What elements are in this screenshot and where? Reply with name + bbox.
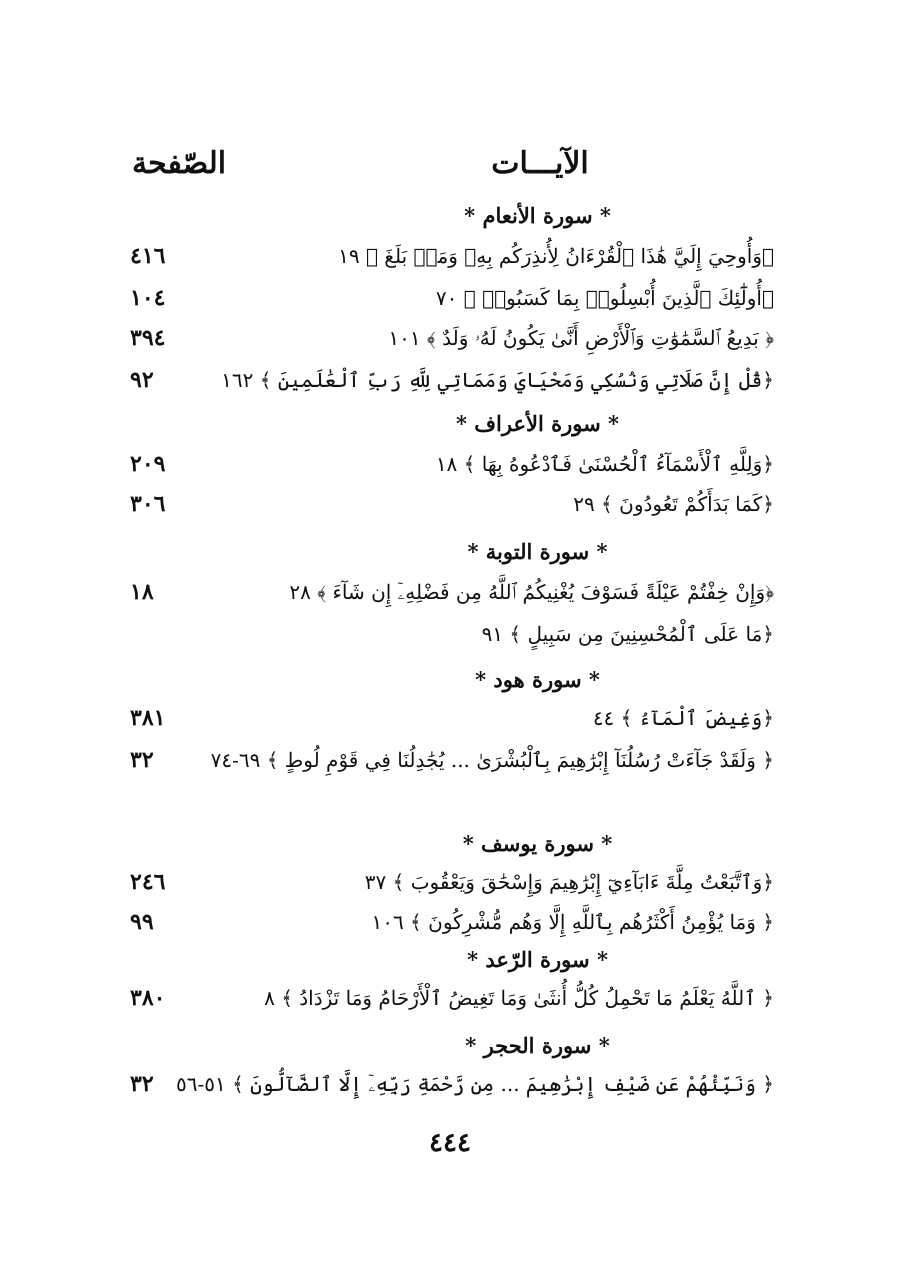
sura-title: * سورة الحجر * <box>465 1033 610 1058</box>
sura-row <box>0 824 900 864</box>
verse-text: ﴿وَلِلَّهِ ٱلْأَسْمَآءُ ٱلْحُسْنَىٰ فَٱدْعُوهُ بِهَا ﴾ ١٨ <box>435 452 774 476</box>
sura-row <box>0 1026 900 1066</box>
verse-row <box>0 572 900 612</box>
verse-text: ﴿وَغِيضَ ٱلْمَآءُ ﴾ ٤٤ <box>592 706 774 730</box>
verse-text: ﴿ وَمَا يُؤْمِنُ أَكْثَرُهُم بِٱللَّهِ إِلَّا وَهُم مُّشْرِكُونَ ﴾ ١٠٦ <box>371 910 774 934</box>
page-ref: ٣٩٤ <box>130 325 166 351</box>
page-ref: ٣٨١ <box>130 705 166 731</box>
verse-row <box>0 902 900 942</box>
page-ref: ٣٠٦ <box>130 491 166 517</box>
verse-text: ﴿ بَدِيعُ ٱلسَّمَٰوَٰتِ وَٱلْأَرْضِ أَنَّىٰ يَكُونُ لَهُۥ وَلَدٌ ﴾ ١٠١ <box>388 326 774 350</box>
verse-text: ﴿وَأُوحِيَ إِلَيَّ هَٰذَا ٱلْقُرْءَانُ لِأُنذِرَكُم بِهِۦ وَمَنۢ بَلَغَ ﴾ ١٩ <box>338 244 774 268</box>
verse-row <box>0 360 900 400</box>
verse-row <box>0 318 900 358</box>
page-ref: ٣٢ <box>130 1071 154 1097</box>
sura-title: * سورة الأعراف * <box>455 411 620 436</box>
verse-row <box>0 236 900 276</box>
page-ref: ١٠٤ <box>130 285 166 311</box>
sura-row <box>0 660 900 700</box>
page-ref: ٣٢ <box>130 747 154 773</box>
sura-row <box>0 532 900 572</box>
page-ref: ١٨ <box>130 579 154 605</box>
verse-row <box>0 698 900 738</box>
page-ref: ٣٨٠ <box>130 985 166 1011</box>
sura-title: * سورة الرّعد * <box>467 947 608 972</box>
verse-text: ﴿مَا عَلَى ٱلْمُحْسِنِينَ مِن سَبِيلٍ ﴾ ٩١ <box>481 622 774 646</box>
verse-text: ﴿وَإِنْ خِفْتُمْ عَيْلَةً فَسَوْفَ يُغْنِيكُمُ ٱللَّهُ مِن فَضْلِهِۦٓ إِن شَآءَ ﴾ ٢٨ <box>289 580 774 604</box>
verse-text: ﴿ وَنَبِّئْهُمْ عَن ضَيْفِ إِبْرَٰهِيمَ ... مِن رَّحْمَةِ رَبِّهِۦٓ إِلَّا ٱلضَّآلُّونَ ﴾ ٥١-٥٦ <box>175 1072 774 1096</box>
sura-title: * سورة يوسف * <box>462 831 613 856</box>
header-page <box>132 142 272 186</box>
verse-row <box>0 278 900 318</box>
verse-text: ﴿ وَلَقَدْ جَآءَتْ رُسُلُنَآ إِبْرَٰهِيمَ بِٱلْبُشْرَىٰ ... يُجَٰدِلُنَا فِي قَوْمِ لُوطٍ ﴾ ٦٩-٧٤ <box>210 748 774 772</box>
verse-text: ﴿أُولَٰٓئِكَ ٱلَّذِينَ أُبْسِلُوا۟ بِمَا كَسَبُوا۟ ﴾ ٧٠ <box>435 286 774 310</box>
page-ref: ٤١٦ <box>130 243 166 269</box>
sura-row <box>0 196 900 236</box>
page-ref: ٢٤٦ <box>130 869 166 895</box>
sura-title: * سورة التوبة * <box>467 539 608 564</box>
page-ref: ٢٠٩ <box>130 451 166 477</box>
page-ref: ٩٩ <box>130 909 154 935</box>
header-ayat: الآيـــات <box>491 146 589 181</box>
sura-title: * سورة هود * <box>475 667 600 692</box>
page-number: ٤٤٤ <box>429 1128 471 1158</box>
page-ref: ٩٢ <box>130 367 154 393</box>
header-page-label: الصّفحة <box>132 146 227 181</box>
verse-text: ﴿كَمَا بَدَأَكُمْ تَعُودُونَ ﴾ ٢٩ <box>573 492 774 516</box>
verse-text: ﴿قُلْ إِنَّ صَلَاتِي وَنُسُكِي وَمَحْيَايَ وَمَمَاتِي لِلَّهِ رَبِّ ٱلْعَٰلَمِينَ ﴾ ١٦٢ <box>221 368 774 392</box>
verse-row <box>0 1064 900 1104</box>
verse-text: ﴿وَٱتَّبَعْتُ مِلَّةَ ءَابَآءِيٓ إِبْرَٰهِيمَ وَإِسْحَٰقَ وَيَعْقُوبَ ﴾ ٣٧ <box>364 870 774 894</box>
verse-row <box>0 862 900 902</box>
verse-text: ﴿ ٱللَّهُ يَعْلَمُ مَا تَحْمِلُ كُلُّ أُنثَىٰ وَمَا تَغِيضُ ٱلْأَرْحَامُ وَمَا تَزْدَادُ ﴾ ٨ <box>264 986 774 1010</box>
verse-row <box>0 978 900 1018</box>
verse-row <box>0 740 900 780</box>
verse-row <box>0 444 900 484</box>
sura-title: * سورة الأنعام * <box>464 203 611 228</box>
sura-row <box>0 940 900 980</box>
verse-row <box>0 484 900 524</box>
sura-row <box>0 404 900 444</box>
verse-row <box>0 614 900 654</box>
